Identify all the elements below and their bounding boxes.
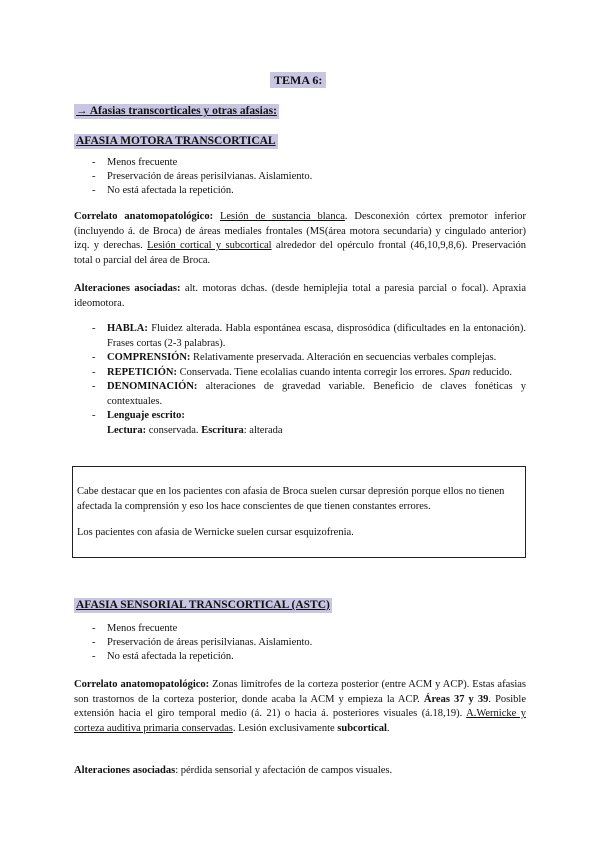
correlato-text-4: . [386,722,390,734]
list-item: - Preservación de áreas perisilvianas. Aislamiento. [92,170,312,184]
list-item-comprension [92,351,526,366]
paragraph-alteraciones-motora [74,282,526,311]
paragraph-correlato-sensorial [74,678,526,736]
denominacion-text: alteraciones de gravedad variable. Beneficio de claves fonéticas y contextuales. [107,381,526,407]
list-item-denominacion [92,380,526,409]
list-item-habla [92,322,526,351]
correlato-label: Correlato anatomopatológico: [74,211,214,222]
list-item: - No está afectada la repetición. [92,184,312,198]
correlato-text-2: . Posible extensión hacia el giro temporal medio (á. 21) o hacia á. posteriores visuales (á.18,19). [74,693,527,719]
alteraciones-text: : pérdida sensorial y afectación de campos visuales. [175,765,393,776]
alteraciones-label: Alteraciones asociadas: [74,283,181,294]
alteraciones-label: Alteraciones asociadas [74,765,176,776]
comprension-text: Relativamente preservada. Alteración en secuencias verbales complejas. [190,352,497,363]
repeticion-text-2: reducido. [470,366,513,378]
lectura-label: Lectura: [107,424,147,436]
habla-label: HABLA: [107,323,148,334]
list-item: - No está afectada la repetición. [92,650,312,664]
list-item-lenguaje-escrito [92,409,526,438]
lectura-text: conservada. [146,424,202,436]
subcortical-term: subcortical [337,722,387,734]
repeticion-label: REPETICIÓN: [107,366,178,378]
paragraph-correlato-motora [74,210,526,268]
habla-text: Fluidez alterada. Habla espontánea escasa, disprosódica (dificultades en la entonación). Frases cortas (2-3 palabras). [107,323,526,349]
list-item: - Preservación de áreas perisilvianas. Aislamiento. [92,636,312,650]
correlato-text: Zonas limítrofes de la corteza posterior (entre ACM y ACP). Estas afasias son trastornos de la corteza posterior, donde acaba la ACM y empieza la ACP. [74,679,526,705]
list-item: - Menos frecuente [92,156,312,170]
page-title: TEMA 6: [270,72,326,88]
list-motora-language [92,322,526,438]
paragraph-alteraciones-sensorial [74,764,526,779]
alteraciones-text: alt. motoras dchas. (desde hemiplejia total a paresia parcial o focal). Apraxia ideomotora. [74,283,526,309]
list-sensorial-features [92,622,312,664]
list-item: - Menos frecuente [92,622,312,636]
escritura-text: : alterada [243,424,283,436]
correlato-label: Correlato anatomopatológico: [74,679,210,690]
lesion-sustancia-blanca: Lesión de sustancia blanca [219,211,345,222]
list-item-repeticion [92,366,526,381]
lenguaje-escrito-label: Lenguaje escrito: [107,410,185,421]
span-term: Span [449,366,471,378]
note-paragraph: Cabe destacar que en los pacientes con afasia de Broca suelen cursar depresión porque ellos no tienen afectada la comprensión y eso los hace conscientes de que tienen constantes errores. [77,486,505,512]
note-box [72,466,526,558]
heading-motora-transcortical: AFASIA MOTORA TRANSCORTICAL [76,135,276,147]
lesion-cortical: Lesión cortical y subcortical [147,240,272,251]
comprension-label: COMPRENSIÓN: [107,352,191,363]
areas-label: Áreas 37 y 39 [423,693,489,705]
denominacion-label: DENOMINACIÓN: [107,381,198,392]
repeticion-text: Conservada. Tiene ecolalias cuando intenta corregir los errores. [177,366,450,378]
correlato-text: . Desconexión córtex premotor inferior (incluyendo á. de Broca) de áreas mediales frontales (MS(área motora secundaria) y cingulado anterior) izq. y derechas. [74,211,527,251]
correlato-text-3: . Lesión exclusivamente [232,722,338,734]
escritura-label: Escritura [201,424,244,436]
list-motora-features [92,156,312,198]
heading-sensorial-transcortical: AFASIA SENSORIAL TRANSCORTICAL (ASTC) [76,599,330,611]
section-subtitle: → Afasias transcorticales y otras afasias: [76,105,277,117]
wernicke-conservadas: A.Wernicke y corteza auditiva primaria conservadas [74,708,526,734]
correlato-text-2: alrededor del opérculo frontal (46,10,9,8,6). Preservación total o parcial del área de Broca. [74,240,526,266]
note-paragraph: Los pacientes con afasia de Wernicke suelen cursar esquizofrenia. [77,527,354,538]
